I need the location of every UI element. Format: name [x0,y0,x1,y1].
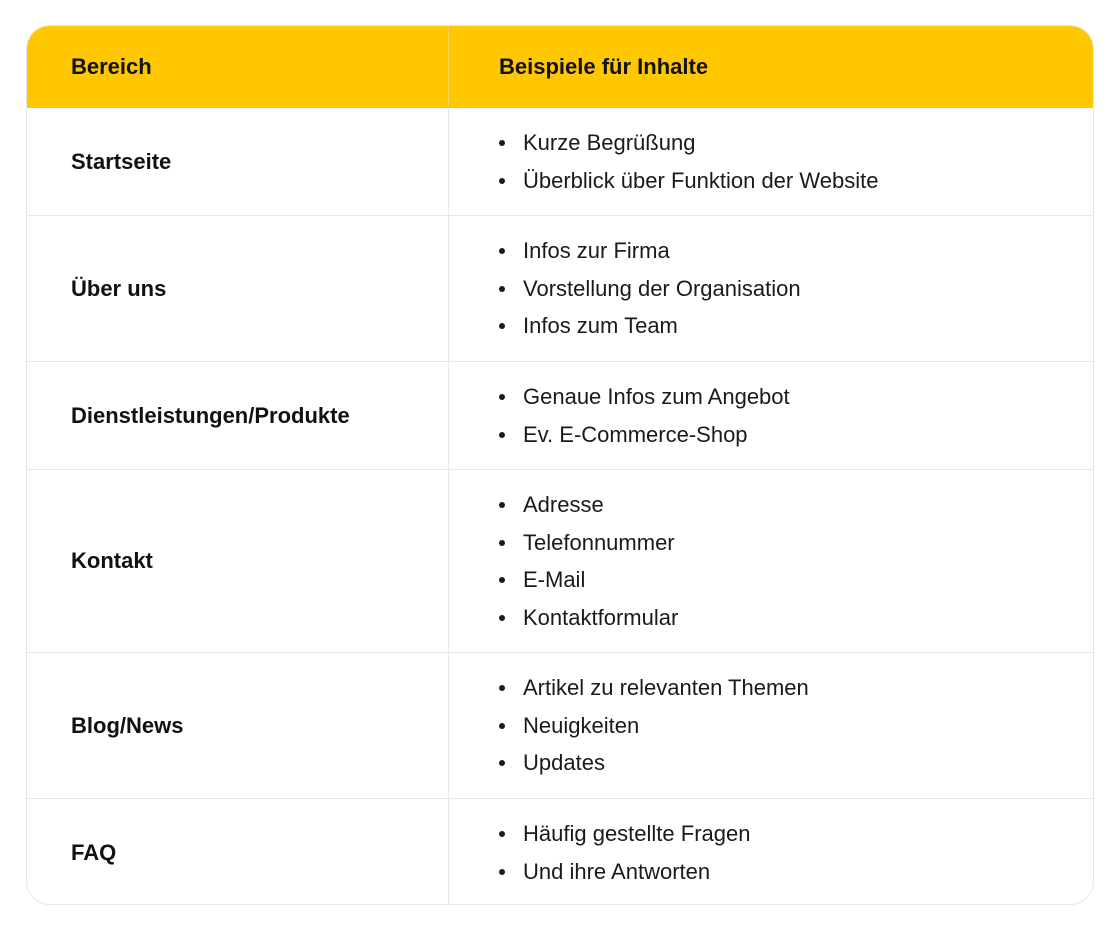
area-label: Kontakt [71,548,153,573]
area-label: Blog/News [71,712,184,738]
table-row [27,653,1093,799]
examples-cell [449,653,1093,798]
list-item: Artikel zu relevanten Themen [499,669,809,707]
examples-list [499,815,750,890]
examples-cell [449,108,1093,215]
area-label: Startseite [71,148,172,174]
list-item: Adresse [499,486,678,524]
list-item: Infos zur Firma [499,232,801,270]
header-cell-examples [449,26,1093,108]
list-item: Häufig gestellte Fragen [499,815,750,853]
examples-list [499,232,801,345]
examples-cell [449,216,1093,361]
area-cell [27,653,449,798]
examples-list [499,669,809,782]
list-item: Ev. E-Commerce-Shop [499,416,790,454]
area-label: FAQ [71,839,117,865]
examples-list [499,486,678,636]
area-cell [27,108,449,215]
header-label-area: Bereich [71,54,152,79]
list-item: Neuigkeiten [499,707,809,745]
list-item: Kurze Begrüßung [499,124,878,162]
area-label: Über uns [71,275,167,301]
list-item: Überblick über Funktion der Website [499,162,878,200]
examples-cell [449,799,1093,905]
examples-cell [449,470,1093,652]
table-row [27,799,1093,905]
list-item: Kontaktformular [499,599,678,637]
header-cell-area [27,26,449,108]
table-header-row [27,26,1093,108]
table-row [27,108,1093,216]
list-item: Telefonnummer [499,524,678,562]
examples-list [499,378,790,453]
list-item: Genaue Infos zum Angebot [499,378,790,416]
list-item: Infos zum Team [499,307,801,345]
examples-cell [449,362,1093,469]
table-row [27,362,1093,470]
table-row [27,216,1093,362]
area-cell [27,799,449,905]
list-item: E-Mail [499,561,678,599]
area-cell [27,470,449,652]
list-item: Updates [499,744,809,782]
area-cell [27,216,449,361]
content-table [26,25,1094,905]
header-label-examples: Beispiele für Inhalte [499,54,709,79]
examples-list [499,124,878,199]
table-row [27,470,1093,653]
area-label: Dienstleistungen/Produkte [71,402,350,428]
list-item: Vorstellung der Organisation [499,270,801,308]
area-cell [27,362,449,469]
list-item: Und ihre Antworten [499,853,750,891]
